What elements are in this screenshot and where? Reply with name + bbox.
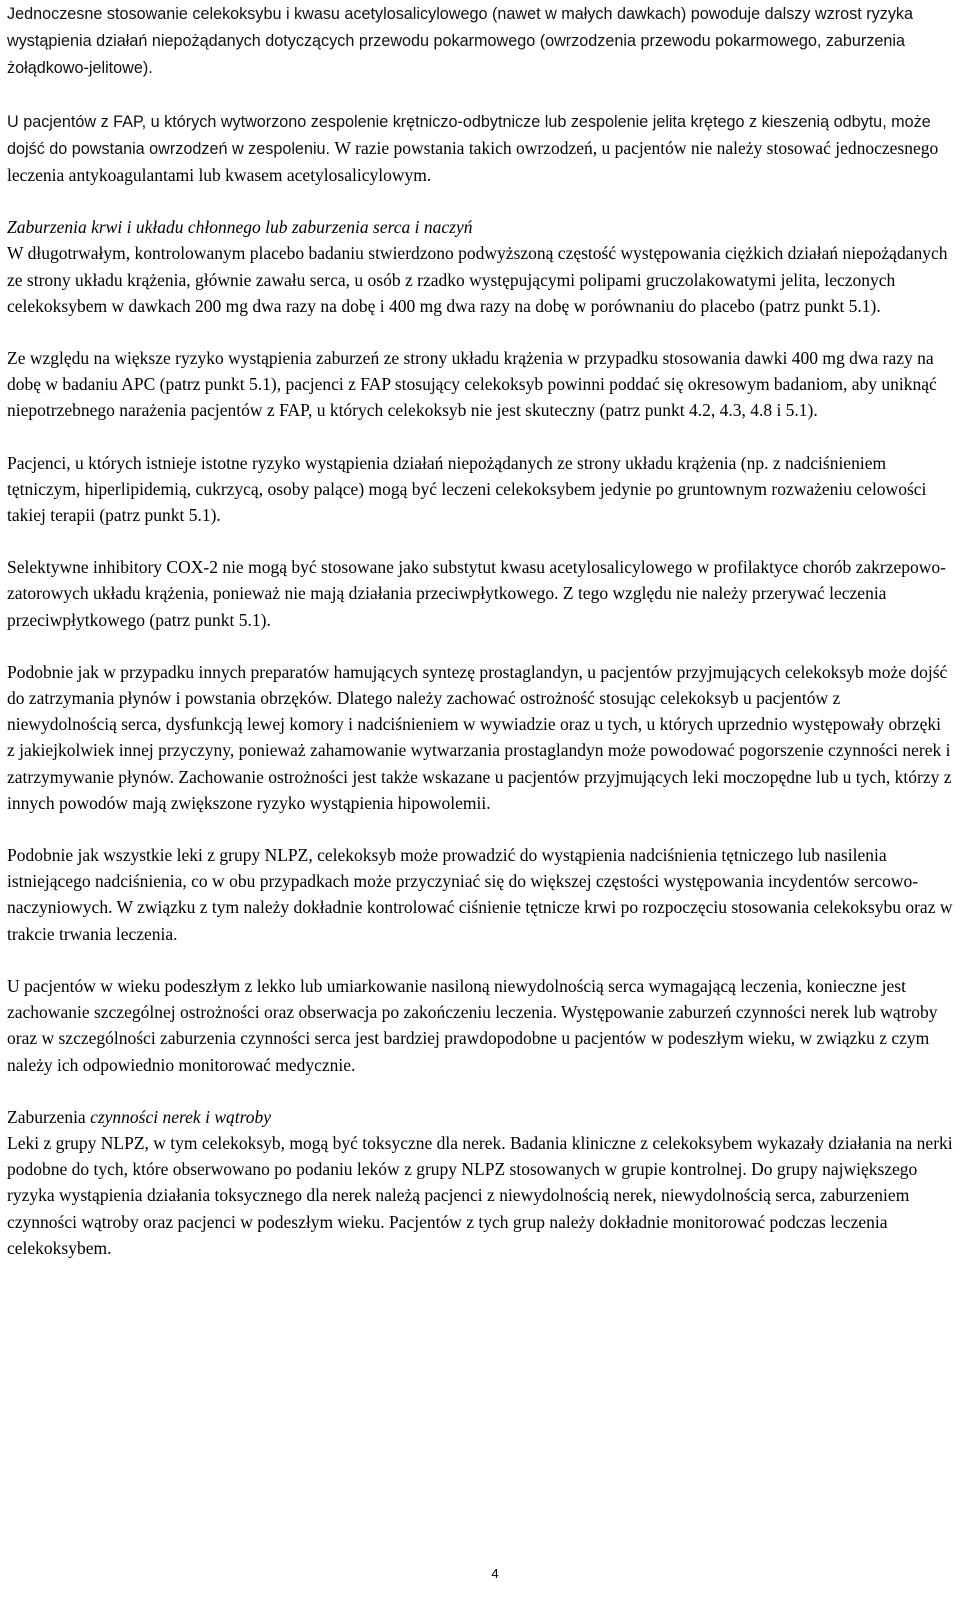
paragraph-elderly-patients [7,973,953,1078]
section-heading-text-italic: czynności nerek i wątroby [90,1106,272,1127]
paragraph-nlpz-aspirin [7,0,953,82]
paragraph-text: U pacjentów z FAP, u których wytworzono zespolenie krętniczo-odbytnicze lub zespolenie jelita krętego z kieszenią odbytu, może dojść do powstania owrzodzeń w zespoleniu. [7,112,931,158]
section-heading [7,214,953,240]
section-heading-text: Zaburzenia krwi i układu chłonnego lub zaburzenia serca i naczyń [7,217,473,238]
paragraph-text: U pacjentów w wieku podeszłym z lekko lub umiarkowanie nasiloną niewydolnością serca wymagającą leczenia, konieczne jest zachowanie szczególnej ostrożności oraz obserwacja po zakończeniu leczenia. Występowanie zaburzeń czynności nerek lub wątroby oraz w szczególności zaburzenia czynności serca jest bardziej prawdopodobne u pacjentów w podeszłym wieku, w związku z czym należy ich odpowiednio monitorować medycznie. [7,975,938,1075]
paragraph-text: Selektywne inhibitory COX-2 nie mogą być stosowane jako substytut kwasu acetylosalicylowego w profilaktyce chorób zakrzepowo-zatorowych układu krążenia, ponieważ nie mają działania przeciwpłytkowego. Z tego względu nie należy przerywać leczenia przeciwpłytkowego (patrz punkt 5.1). [7,557,946,630]
paragraph-text: Jednoczesne stosowanie celekoksybu i kwasu acetylosalicylowego (nawet w małych dawkach) powoduje dalszy wzrost ryzyka wystąpienia działań niepożądanych dotyczących przewodu pokarmowego (owrzodzenia przewodu pokarmowego, zaburzenia żołądkowo-jelitowe). [7,5,914,78]
paragraph-text: W razie powstania takich owrzodzeń, u pacjentów nie należy stosować jednoczesnego leczenia antykoagulantami lub kwasem acetylosalicylowym. [7,137,939,186]
section-body: W długotrwałym, kontrolowanym placebo badaniu stwierdzono podwyższoną częstość występowania ciężkich działań niepożądanych ze strony układu krążenia, głównie zawału serca, u osób z rzadko występującymi polipami gruczolakowatymi jelita, leczonych celekoksybem w dawkach 200 mg dwa razy na dobę i 400 mg dwa razy na dobę w porównaniu do placebo (patrz punkt 5.1). [7,243,948,316]
paragraph-cardiovascular-risk [7,450,953,529]
document-page [7,0,953,1287]
paragraph-hypertension [7,842,953,947]
page-number: 4 [491,1566,499,1581]
section-heading-text: Zaburzenia [7,1106,91,1127]
paragraph-text: Ze względu na większe ryzyko wystąpienia zaburzeń ze strony układu krążenia w przypadku stosowania dawki 400 mg dwa razy na dobę w badaniu APC (patrz punkt 5.1), pacjenci z FAP stosujący celekoksyb powinni poddać się okresowym badaniom, aby uniknąć niepotrzebnego narażenia pacjentów z FAP, u których celekoksyb nie jest skuteczny (patrz punkt 4.2, 4.3, 4.8 i 5.1). [7,348,937,421]
section-heading [7,1104,953,1130]
paragraph-text: Podobnie jak wszystkie leki z grupy NLPZ, celekoksyb może prowadzić do wystąpienia nadciśnienia tętniczego lub nasilenia istniejącego nadciśnienia, co w obu przypadkach może przyczyniać się do większej częstości występowania incydentów sercowo-naczyniowych. W związku z tym należy dokładnie kontrolować ciśnienie tętnicze krwi po rozpoczęciu stosowania celekoksybu oraz w trakcie trwania leczenia. [7,845,953,944]
paragraph-fluid-retention [7,659,953,816]
section-body: Leki z grupy NLPZ, w tym celekoksyb, mogą być toksyczne dla nerek. Badania kliniczne z celekoksybem wykazały działania na nerki podobne do tych, które obserwowano po podaniu leków z grupy NLPZ stosowanych w grupie kontrolnej. Do grupy największego ryzyka wystąpienia działania toksycznego dla nerek należą pacjenci z niewydolnością nerek, niewydolnością serca, zaburzeniem czynności wątroby oraz pacjenci w podeszłym wieku. Pacjentów z tych grup należy dokładnie monitorować podczas leczenia celekoksybem. [7,1132,953,1258]
paragraph-fap-anastomosis [7,108,953,189]
paragraph-text: Podobnie jak w przypadku innych preparatów hamujących syntezę prostaglandyn, u pacjentów przyjmujących celekoksyb może dojść do zatrzymania płynów i powstania obrzęków. Dlatego należy zachować ostrożność stosując celekoksyb u pacjentów z niewydolnością serca, dysfunkcją lewej komory i nadciśnieniem w wywiadzie oraz u tych, u których uprzednio występowały obrzęki z jakiejkolwiek innej przyczyny, ponieważ zahamowanie wytwarzania prostaglandyn może powodować pogorszenie czynności nerek i zatrzymywanie płynów. Zachowanie ostrożności jest także wskazane u pacjentów przyjmujących leki moczopędne lub u tych, którzy z innych powodów mają zwiększone ryzyko wystąpienia hipowolemii. [7,661,952,813]
paragraph-apc-study [7,345,953,424]
paragraph-cox2-inhibitors [7,554,953,633]
paragraph-text: Pacjenci, u których istnieje istotne ryzyko wystąpienia działań niepożądanych ze strony układu krążenia (np. z nadciśnieniem tętniczym, hiperlipidemią, cukrzycą, osoby palące) mogą być leczeni celekoksybem jedynie po gruntownym rozważeniu celowości takiej terapii (patrz punkt 5.1). [7,452,927,526]
section-blood-cardiac [7,214,953,319]
section-renal-hepatic [7,1104,953,1261]
